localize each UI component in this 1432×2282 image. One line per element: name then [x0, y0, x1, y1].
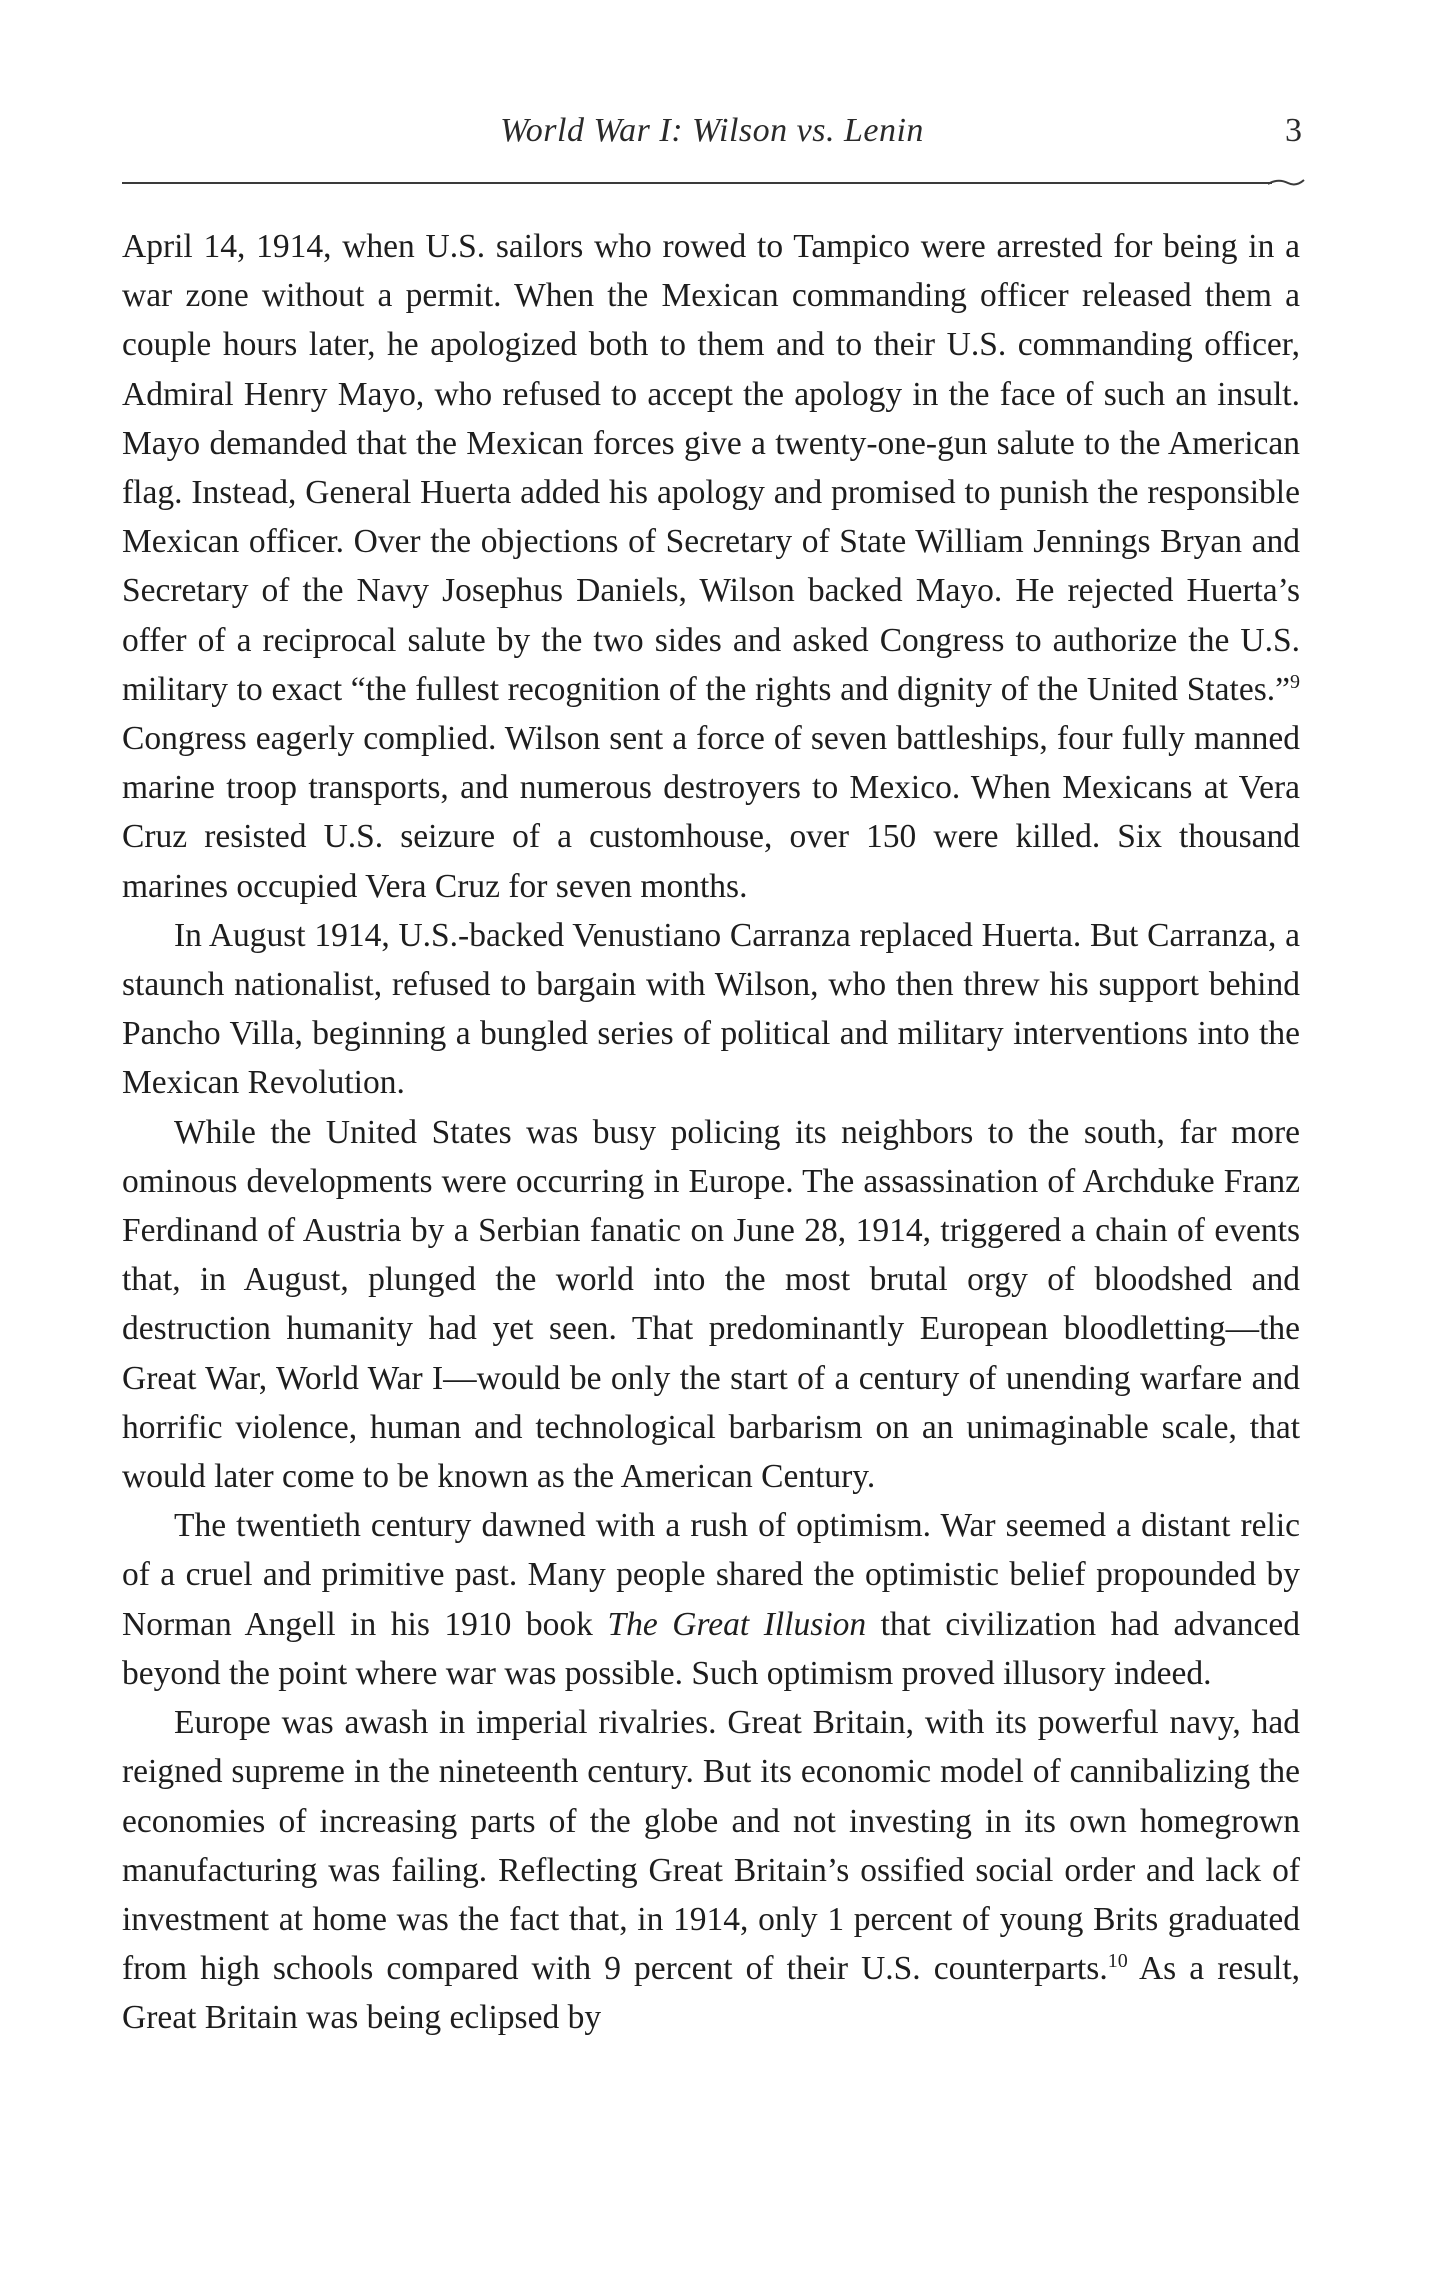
running-title: World War I: Wilson vs. Lenin: [500, 112, 924, 149]
book-title: The Great Illusion: [607, 1605, 867, 1643]
paragraph-text: In August 1914, U.S.-backed Venustiano Carranza replaced Huerta. But Carranza, a staunch nationalist, refused to bargain with Wilson, who then threw his support behind Pancho Villa, beginning a bungled series of political and military interventions into the Mexican Revolution.: [122, 916, 1300, 1102]
paragraph-text: Congress eagerly complied. Wilson sent a force of seven battleships, four fully manned marine troop transports, and numerous destroyers to Mexico. When Mexicans at Vera Cruz resisted U.S. seizure of a customhouse, over 150 were killed. Six thousand marines occupied Vera Cruz for seven months.: [122, 720, 1300, 905]
paragraph: [122, 911, 1300, 1108]
paragraph: [122, 1501, 1300, 1698]
paragraph-text: Europe was awash in imperial rivalries. Great Britain, with its powerful navy, had reigned supreme in the nineteenth century. But its economic model of cannibalizing the economies of increasing parts of the globe and not investing in its own homegrown manufacturing was failing. Reflecting Great Britain’s ossified social order and lack of investment at home was the fact that, in 1914, only 1 percent of young Brits graduated from high schools compared with 9 percent of their U.S. counterparts.: [122, 1704, 1300, 1988]
running-head: [122, 112, 1302, 162]
footnote-ref: 10: [1107, 1949, 1128, 1972]
paragraph-text: The twentieth century dawned with a rush of optimism. War seemed a distant relic of a cruel and primitive past. Many people shared the optimistic belief propounded by Norman Angell in his 1910 book: [122, 1507, 1300, 1643]
header-rule: [122, 182, 1272, 184]
body-text: [122, 222, 1300, 2043]
rule-flourish-icon: [1266, 174, 1306, 190]
paragraph-text: April 14, 1914, when U.S. sailors who rowed to Tampico were arrested for being in a war zone without a permit. When the Mexican commanding officer released them a couple hours later, he apologized both to them and to their U.S. commanding officer, Admiral Henry Mayo, who refused to accept the apology in the face of such an insult. Mayo demanded that the Mexican forces give a twenty-one-gun salute to the American flag. Instead, General Huerta added his apology and promised to punish the responsible Mexican officer. Over the objections of Secretary of State William Jennings Bryan and Secretary of the Navy Josephus Daniels, Wilson backed Mayo. He rejected Huerta’s offer of a reciprocal salute by the two sides and asked Congress to authorize the U.S. military to exact “the fullest recognition of the rights and dignity of the United States.”: [122, 228, 1300, 708]
paragraph: [122, 222, 1300, 911]
page-number: 3: [1285, 112, 1302, 149]
paragraph: [122, 1698, 1300, 2042]
paragraph: [122, 1108, 1300, 1502]
paragraph-text: As a result, Great Britain was being eclipsed by: [122, 1950, 1301, 2037]
paragraph-text: While the United States was busy policing its neighbors to the south, far more ominous developments were occurring in Europe. The assassination of Archduke Franz Ferdinand of Austria by a Serbian fanatic on June 28, 1914, triggered a chain of events that, in August, plunged the world into the most brutal orgy of bloodshed and destruction humanity had yet seen. That predominantly European bloodletting—the Great War, World War I—would be only the start of a century of unending warfare and horrific violence, human and technological barbarism on an unimaginable scale, that would later come to be known as the American Century.: [122, 1113, 1300, 1496]
paragraph-text: that civilization had advanced beyond the point where war was possible. Such optimism proved illusory indeed.: [122, 1605, 1300, 1692]
footnote-ref: 9: [1290, 670, 1300, 693]
